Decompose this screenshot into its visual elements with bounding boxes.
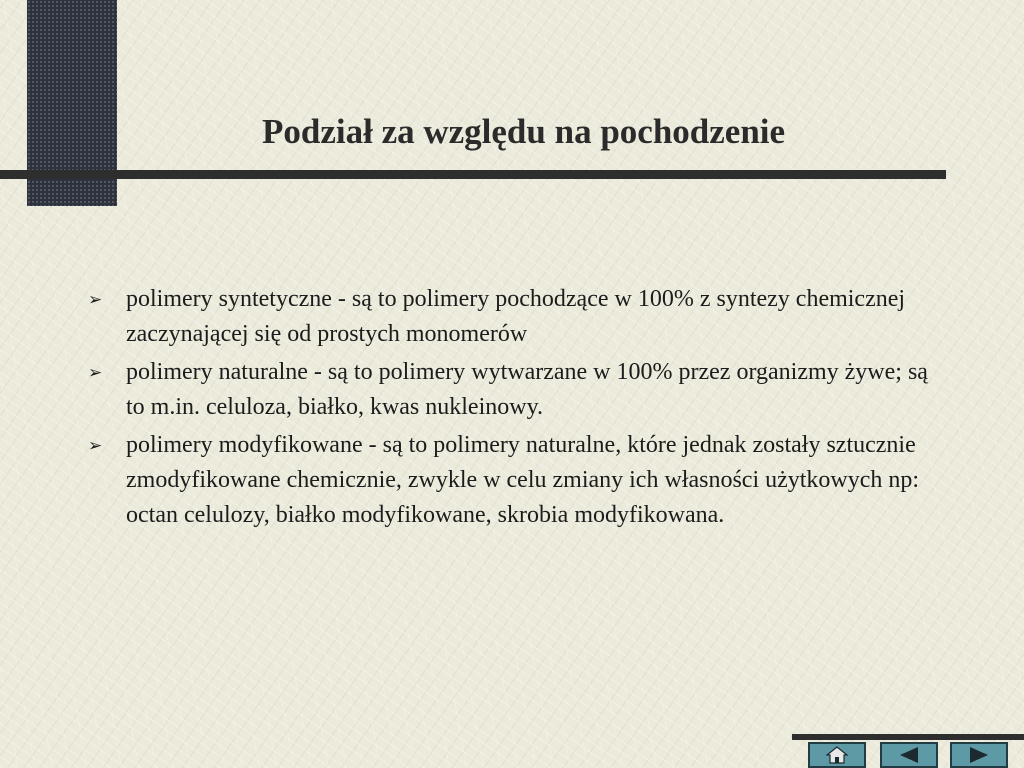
next-slide-button[interactable] [950,742,1008,768]
bullet-text: polimery syntetyczne - są to polimery pochodzące w 100% z syntezy chemicznej zaczynającej się od prostych monomerów [126,286,906,347]
previous-slide-button[interactable] [880,742,938,768]
bullet-text: polimery modyfikowane - są to polimery naturalne, które jednak zostały sztucznie zmodyfikowane chemicznie, zwykle w celu zmiany ich własności użytkowych np: octan celulozy, białko modyfikowane, skrobia modyfikowana. [126,432,920,528]
bullet-text: polimery naturalne - są to polimery wytwarzane w 100% przez organizmy żywe; są to m.in. celuloza, białko, kwas nukleinowy. [126,359,928,420]
arrow-bullet-icon: ➢ [88,363,103,382]
arrow-bullet-icon: ➢ [88,436,103,455]
arrow-bullet-icon: ➢ [88,290,103,309]
navigation-bar-rule [792,734,1024,740]
slide-title: Podział za względu na pochodzenie [262,112,786,151]
bullet-item-synthetic [88,282,928,352]
title-underline-rule [0,170,946,179]
triangle-right-icon [968,746,990,764]
home-button[interactable] [808,742,866,768]
triangle-left-icon [898,746,920,764]
bullet-item-modified [88,428,928,533]
bullet-list [88,282,928,536]
bullet-item-natural [88,355,928,425]
home-icon [826,746,848,764]
